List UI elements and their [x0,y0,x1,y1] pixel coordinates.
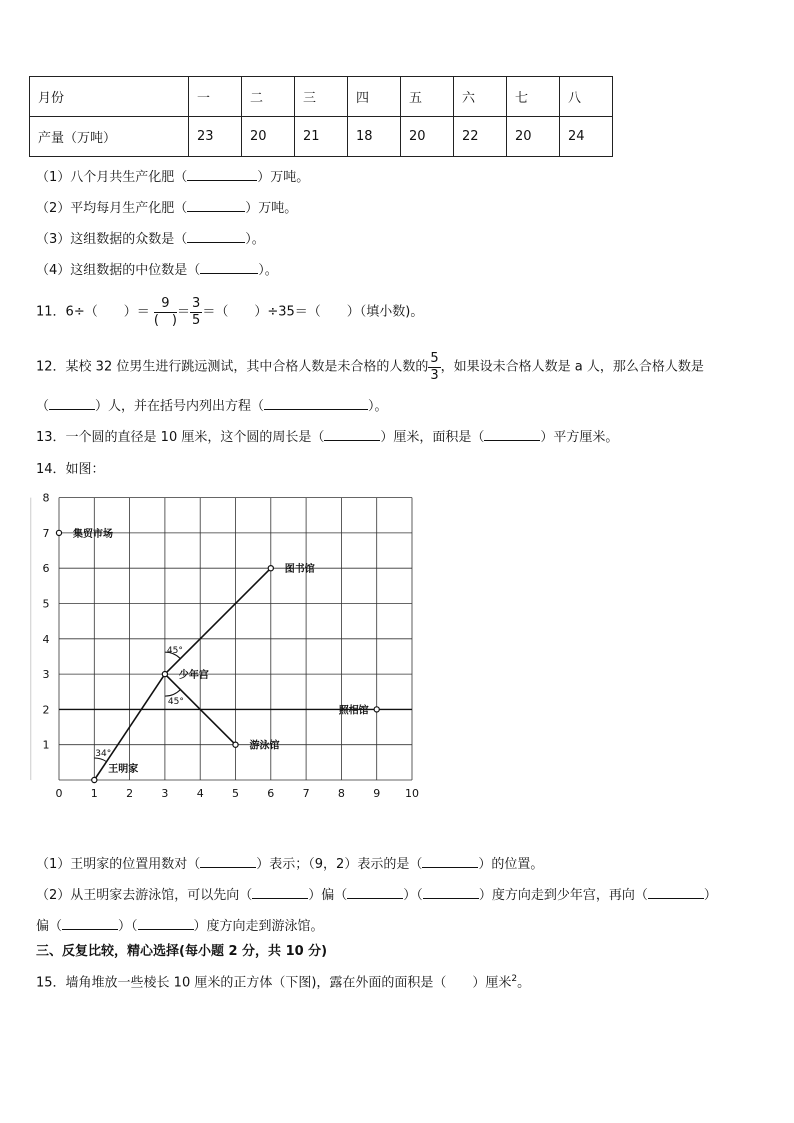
q10-item-3 [36,230,265,249]
location-point [233,742,238,747]
x-tick-label: 6 [267,787,275,800]
table-cell: 四 [348,77,401,117]
y-tick-label: 8 [42,491,50,505]
y-tick-label: 4 [42,632,50,646]
q12-line-1 [36,352,704,383]
q12-text-d: ）人，并在括号内列出方程（ [95,399,265,414]
coordinate-grid-diagram [30,486,430,808]
location-point [374,707,379,712]
table-cell: 23 [189,117,242,157]
q11-text-a: 11．6÷（ ）＝ [36,304,150,320]
x-tick-label: 1 [90,787,98,800]
y-tick-label: 3 [42,668,50,682]
table-cell: 24 [560,117,613,157]
location-label: 图书馆 [284,564,315,576]
table-cell: 20 [507,117,560,157]
table-row [30,77,613,117]
table-cell: 产量（万吨） [30,117,189,157]
q14-item-3 [36,917,324,936]
y-tick-label: 1 [42,738,50,752]
answer-blank[interactable] [62,917,118,930]
fraction-denominator: 5 [192,313,201,328]
x-tick-label: 7 [302,787,310,800]
answer-blank[interactable] [187,230,245,243]
angle-label: 45° [167,697,184,708]
table-cell: 月份 [30,77,189,117]
answer-blank[interactable] [648,886,704,899]
location-label: 少年宫 [178,670,209,682]
q12-text-a: 12．某校 32 位男生进行跳远测试，其中合格人数是未合格的人数的 [36,359,429,375]
location-point [92,777,97,782]
q14-2-text-b: ）偏（ [308,888,348,903]
section-heading: 三、反复比较，精心选择(每小题 2 分，共 10 分) [36,944,328,959]
q15-line [36,970,530,992]
location-label: 照相馆 [338,705,369,717]
answer-blank[interactable] [49,397,95,410]
production-table [29,76,613,157]
q14-item-1 [36,855,543,874]
q10-item-1 [36,168,309,187]
answer-blank[interactable] [252,886,308,899]
q15-text: 15．墙角堆放一些棱长 10 厘米的正方体（下图)，露在外面的面积是（ ）厘米 [36,975,512,991]
q10-3-text: （3）这组数据的众数是（ [36,232,188,247]
table-cell: 七 [507,77,560,117]
location-marks [56,527,379,783]
x-tick-label: 4 [196,787,204,800]
x-tick-label: 3 [161,787,169,800]
q10-2-text: （2）平均每月生产化肥（ [36,201,188,216]
q13-text-b: ）厘米，面积是（ [380,430,485,445]
q10-4-text: （4）这组数据的中位数是（ [36,263,201,278]
q12-text-e: ）。 [368,399,388,414]
answer-blank[interactable] [423,886,479,899]
angle-arc [165,690,181,697]
answer-blank[interactable] [422,855,478,868]
table-cell: 二 [242,77,295,117]
x-tick-label: 5 [232,787,239,800]
answer-blank[interactable] [264,397,368,410]
answer-blank[interactable] [484,428,540,441]
x-tick-label: 9 [373,787,381,800]
location-point [268,566,273,571]
location-point [56,530,61,535]
fraction [428,352,440,383]
q11-line [36,297,423,328]
q14-1-text-c: ）的位置。 [478,857,544,872]
fraction-numerator: 5 [430,351,439,366]
answer-blank[interactable] [347,886,403,899]
table-cell: 五 [401,77,454,117]
table-cell: 21 [295,117,348,157]
answer-blank[interactable] [187,168,257,181]
table-cell: 一 [189,77,242,117]
fraction [154,297,177,328]
q13-text-c: ）平方厘米。 [540,430,619,445]
table-cell: 八 [560,77,613,117]
fraction-numerator: 3 [192,296,201,311]
table-cell: 22 [454,117,507,157]
x-tick-label: 8 [337,787,345,800]
q14-3-text-c: ）度方向走到游泳馆。 [193,919,324,934]
y-tick-label: 7 [42,526,50,540]
answer-blank[interactable] [200,855,256,868]
q10-item-4 [36,261,278,280]
q10-2-tail: ）万吨。 [245,201,298,216]
y-tick-label: 6 [42,562,50,576]
fraction-numerator: 9 [154,297,177,313]
table-cell: 20 [401,117,454,157]
grid-lines [31,498,412,780]
q14-1-text-a: （1）王明家的位置用数对（ [36,857,201,872]
q14-2-text-a: （2）从王明家去游泳馆，可以先向（ [36,888,253,903]
x-tick-label: 10 [405,787,419,800]
table-cell: 20 [242,117,295,157]
route-youth-palace-to-library [165,568,271,674]
q14-2-text-e: ） [703,888,717,903]
fraction-denominator: ( ) [153,313,178,328]
q12-line-2 [36,397,388,416]
q10-3-tail: ）。 [245,232,265,247]
q10-item-2 [36,199,297,218]
q14-3-text-a: 偏（ [36,919,63,934]
table-cell: 六 [454,77,507,117]
q10-1-text: （1）八个月共生产化肥（ [36,170,188,185]
answer-blank[interactable] [138,917,194,930]
q12-text-b: ，如果设未合格人数是 a 人，那么合格人数是 [440,359,704,375]
table-cell: 三 [295,77,348,117]
q15-tail: 。 [517,975,531,991]
table-row [30,117,613,157]
q14-3-text-b: ）（ [118,919,138,934]
q13-text-a: 13．一个圆的直径是 10 厘米，这个圆的周长是（ [36,430,325,445]
q12-text-c: （ [36,399,50,414]
fraction [190,297,202,328]
x-tick-label: 2 [126,787,134,800]
angle-label: 34° [95,749,112,759]
y-tick-label: 2 [42,703,50,717]
answer-blank[interactable] [187,199,245,212]
q13-line [36,428,618,447]
answer-blank[interactable] [324,428,380,441]
equals-sign: ＝ [177,304,191,320]
location-point [162,672,167,677]
y-tick-label: 5 [42,597,50,611]
x-tick-label: 0 [55,787,63,800]
q14-title: 14．如图： [36,462,105,477]
answer-blank[interactable] [200,261,258,274]
superscript: 2 [511,974,518,984]
angle-label: 45° [166,646,183,657]
q14-item-2 [36,886,717,905]
q14-2-text-c: ）（ [403,888,423,903]
q14-2-text-d: ）度方向走到少年宫，再向（ [478,888,648,903]
location-label: 游泳馆 [249,740,280,752]
location-label: 王明家 [108,764,139,775]
q14-1-text-b: ）表示；（9，2）表示的是（ [256,857,423,872]
q10-1-tail: ）万吨。 [257,170,310,185]
fraction-denominator: 3 [430,368,439,383]
q10-4-tail: ）。 [258,263,278,278]
q11-text-b: ＝（ ）÷35＝（ ）（填小数)。 [202,304,424,320]
table-cell: 18 [348,117,401,157]
location-label: 集贸市场 [73,528,113,540]
